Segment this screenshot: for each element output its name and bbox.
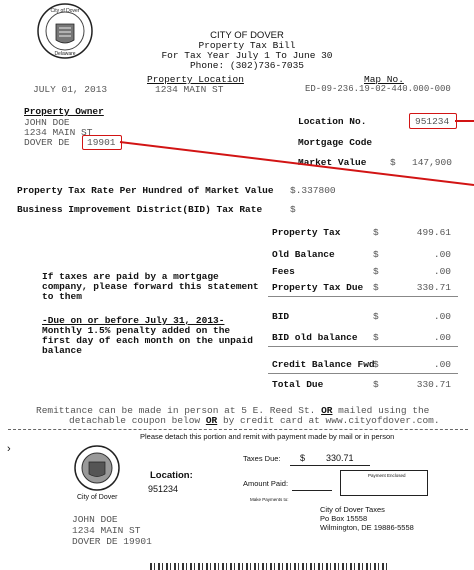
payment-enclosed-label: Payment Enclosed xyxy=(368,473,406,478)
remittance-text-1a: Remittance can be made in person at 5 E. Reed St. xyxy=(36,405,316,416)
charge-label-property-tax: Property Tax xyxy=(272,227,341,238)
mortgage-note-line1: If taxes are paid by a mortgage xyxy=(42,271,219,282)
market-value-currency: $ xyxy=(390,157,396,168)
payee-name: City of Dover Taxes xyxy=(320,505,385,514)
location-no-label: Location No. xyxy=(298,116,367,127)
charge-label-fees: Fees xyxy=(272,266,295,277)
payee-address: Po Box 15558 xyxy=(320,514,368,523)
taxes-due-currency: $ xyxy=(300,453,306,463)
barcode-strip xyxy=(150,563,390,570)
penalty-note-line2: first day of each month on the unpaid xyxy=(42,335,253,346)
penalty-note-line3: balance xyxy=(42,345,82,356)
charge-currency: $ xyxy=(373,379,379,390)
coupon-owner-street: 1234 MAIN ST xyxy=(72,525,141,536)
owner-street: 1234 MAIN ST xyxy=(24,127,93,138)
charge-divider xyxy=(268,373,458,374)
amount-paid-rule xyxy=(292,490,332,491)
coupon-owner-name: JOHN DOE xyxy=(72,514,118,525)
remittance-text-2b: by credit card at www.cityofdover.com. xyxy=(222,415,440,426)
charge-label-bid: BID xyxy=(272,311,290,322)
bid-rate-value: $ xyxy=(290,204,296,215)
city-title: CITY OF DOVER xyxy=(210,30,284,41)
zip-arrow-line xyxy=(120,142,474,185)
make-payments-to-label: Make Payments to: xyxy=(250,497,289,502)
mortgage-code-label: Mortgage Code xyxy=(298,137,373,148)
charge-value-bid: .00 xyxy=(433,311,451,322)
charge-divider xyxy=(268,346,458,347)
charge-value-property-tax-due: 330.71 xyxy=(416,282,451,293)
remittance-line2 xyxy=(69,416,440,426)
taxes-due-rule xyxy=(290,465,370,466)
taxes-due-label: Taxes Due: xyxy=(243,454,281,463)
remittance-or-1: OR xyxy=(321,405,333,416)
penalty-note-line1: Monthly 1.5% penalty added on the xyxy=(42,325,231,336)
property-owner-label: Property Owner xyxy=(24,106,104,117)
charge-currency: $ xyxy=(373,359,379,370)
charge-label-old-balance: Old Balance xyxy=(272,249,335,260)
charge-value-fees: .00 xyxy=(433,266,451,277)
charge-label-total-due: Total Due xyxy=(272,379,324,390)
payee-city: Wilmington, DE 19886-5558 xyxy=(320,523,414,532)
charge-divider xyxy=(268,296,458,297)
owner-name: JOHN DOE xyxy=(24,117,70,128)
bid-rate-label: Business Improvement District(BID) Tax Rate xyxy=(17,204,263,215)
amount-paid-label: Amount Paid: xyxy=(243,479,289,488)
coupon-bullet: › xyxy=(7,443,11,455)
market-value-label: Market Value xyxy=(298,157,367,168)
charge-label-bid-old-balance: BID old balance xyxy=(272,332,358,343)
owner-city-state: DOVER DE xyxy=(24,137,70,148)
bill-date: JULY 01, 2013 xyxy=(33,84,108,95)
charge-currency: $ xyxy=(373,227,379,238)
taxes-due-value: 330.71 xyxy=(326,453,354,463)
remittance-text-1b: mailed using the xyxy=(338,405,430,416)
market-value: 147,900 xyxy=(412,157,452,168)
due-date-note: -Due on or before July 31, 2013- xyxy=(42,315,225,326)
charge-currency: $ xyxy=(373,332,379,343)
charge-currency: $ xyxy=(373,282,379,293)
seal-bottom-text: Delaware xyxy=(54,51,76,57)
remittance-or-2: OR xyxy=(205,415,218,426)
tax-rate-value: $.337800 xyxy=(290,185,336,196)
seal-top-text: City of Dover xyxy=(50,8,80,14)
charge-currency: $ xyxy=(373,266,379,277)
charge-value-old-balance: .00 xyxy=(433,249,451,260)
mortgage-note-line2: company, please forward this statement xyxy=(42,281,259,292)
property-location-value: 1234 MAIN ST xyxy=(155,84,224,95)
charge-label-property-tax-due: Property Tax Due xyxy=(272,282,364,293)
charge-value-property-tax: 499.61 xyxy=(416,227,451,238)
detach-instructions: Please detach this portion and remit with payment made by mail or in person xyxy=(140,432,395,441)
charge-currency: $ xyxy=(373,249,379,260)
charge-value-credit-balance-fwd: .00 xyxy=(433,359,451,370)
map-no-label: Map No. xyxy=(364,74,404,85)
charge-value-total-due: 330.71 xyxy=(416,379,451,390)
map-no-value: ED-09-236.19-02-440.000-000 xyxy=(305,84,451,94)
property-location-label: Property Location xyxy=(147,74,244,85)
coupon-seal-caption: City of Dover xyxy=(77,494,118,501)
phone: Phone: (302)736-7035 xyxy=(189,60,305,71)
mortgage-note-line3: to them xyxy=(42,291,82,302)
coupon-seal xyxy=(73,444,121,492)
tax-rate-label: Property Tax Rate Per Hundred of Market Value xyxy=(17,185,274,196)
coupon-owner-city: DOVER DE 19901 xyxy=(72,536,152,547)
tax-year: For Tax Year July 1 To June 30 xyxy=(161,50,333,61)
coupon-location-value: 951234 xyxy=(148,484,179,494)
charge-value-bid-old-balance: .00 xyxy=(433,332,451,343)
remittance-text-2a: detachable coupon below xyxy=(69,415,201,426)
location-no-value: 951234 xyxy=(415,116,450,127)
coupon-location-label: Location: xyxy=(150,470,193,481)
bill-title: Property Tax Bill xyxy=(198,40,296,51)
charge-currency: $ xyxy=(373,311,379,322)
charge-label-credit-balance-fwd: Credit Balance Fwd xyxy=(272,359,375,370)
owner-zip: 19901 xyxy=(87,137,116,148)
detach-line xyxy=(8,429,468,430)
